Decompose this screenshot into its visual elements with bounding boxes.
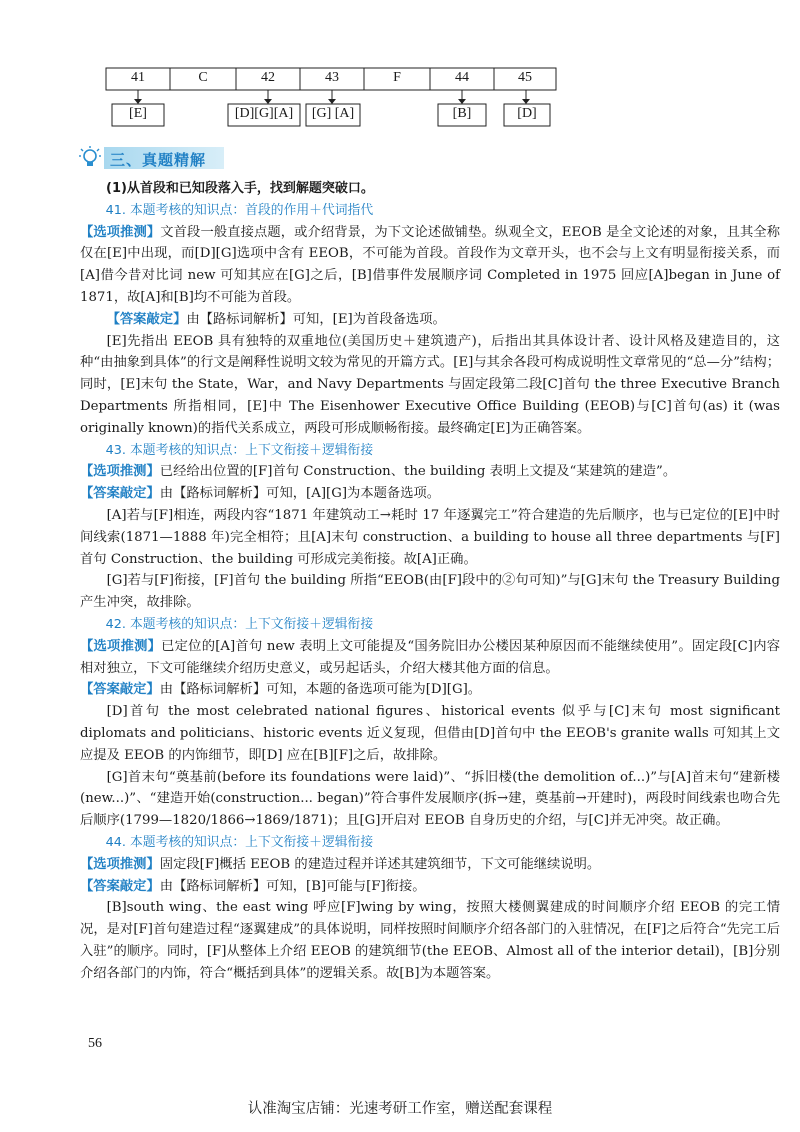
footer-watermark: 认准淘宝店铺：光速考研工作室，赠送配套课程 xyxy=(247,1101,553,1117)
section-title: 三、真题精解 xyxy=(110,151,207,169)
answer-42: [D][G][A] xyxy=(234,106,294,121)
cell-44: 44 xyxy=(455,70,469,85)
tag-label: 【答案敲定】 xyxy=(80,878,160,894)
paragraph-text: 由【路标词解析】可知，[A][G]为本题备选项。 xyxy=(159,486,441,502)
answer-45: [D] xyxy=(517,106,537,121)
paragraph-text: 已经给出位置的[F]首句 Construction、the building 表明上文提及“某建筑的建造”。 xyxy=(159,464,677,480)
arrowhead-44 xyxy=(458,99,466,104)
paragraph-text: 由【路标词解析】可知，[B]可能与[F]衔接。 xyxy=(159,878,426,894)
tag-label: 【答案敲定】 xyxy=(80,682,160,698)
q43-answer xyxy=(80,483,780,505)
q41-analysis: [E]先指出 EEOB 具有独特的双重地位(美国历史＋建筑遗产)，后指出其具体设计者、设计风格及建造目的，这种“由抽象到具体”的行文是阐释性说明文较为常见的开篇方式。[E]与其余各段可构成说明性文章常见的“总—分”结构；同时，[E]末句 the State，War，and Navy Departments 与固定段第二段[C]首句 the three Executive Branch Departments 所指相同，[E]中 The Eisenhower Executive Office Building (EEOB)与[C]首句(as) it (was originally known)的指代关系成立，两段可形成顺畅衔接。最终确定[E]为正确答案。 xyxy=(80,333,780,436)
q44-heading: 44. 本题考核的知识点：上下文衔接＋逻辑衔接 xyxy=(105,834,374,850)
paragraph-order-diagram xyxy=(0,0,800,140)
paragraph-text: 由【路标词解析】可知，本题的备选项可能为[D][G]。 xyxy=(159,682,482,698)
q43-heading: 43. 本题考核的知识点：上下文衔接＋逻辑衔接 xyxy=(105,442,374,458)
cell-41: 41 xyxy=(131,70,145,85)
tag-label: 【答案敲定】 xyxy=(80,486,160,502)
arrowhead-45 xyxy=(522,99,530,104)
paragraph-text: 固定段[F]概括 EEOB 的建造过程并详述其建筑细节，下文可能继续说明。 xyxy=(159,856,601,872)
answer-41: [E] xyxy=(129,106,147,121)
cell-43: 43 xyxy=(325,70,339,85)
q44-analysis: [B]south wing、the east wing 呼应[F]wing by wing，按照大楼侧翼建成的时间顺序介绍 EEOB 的完工情况，是对[F]首句建造过程“逐翼建成”的具体说明，同样按照时间顺序介绍各部门的入驻情况，在[F]之后符合“先完工后入驻”的顺序。同时，[F]从整体上介绍 EEOB 的建筑细节(the EEOB、Almost all of the interior detail)，[B]分别介绍各部门的内饰，符合“概括到具体”的逻辑关系。故[B]为本题答案。 xyxy=(80,900,780,981)
cell-c: C xyxy=(198,70,208,85)
cell-42: 42 xyxy=(261,70,275,85)
arrowhead-43 xyxy=(328,99,336,104)
q41-option-guess xyxy=(80,222,780,309)
page-number: 56 xyxy=(88,1036,102,1051)
q42-analysis-d: [D]首句 the most celebrated national figures、historical events 似乎与[C]末句 most significant diplomats and politicians、historic events 近义复现，但借由[D]首句中 the EEOB's granite walls 可知其上文应提及 EEOB 的内饰细节，即[D] 应在[B][F]之后，故排除。 xyxy=(80,704,780,763)
q41-heading: 41. 本题考核的知识点：首段的作用＋代词指代 xyxy=(105,202,374,218)
tag-label: 【选项推测】 xyxy=(80,856,160,872)
step-heading: (1)从首段和已知段落入手，找到解题突破口。 xyxy=(106,181,374,196)
paragraph-text: 由【路标词解析】可知，[E]为首段备选项。 xyxy=(186,311,446,327)
cell-45: 45 xyxy=(518,70,532,85)
q42-option-guess xyxy=(80,636,780,680)
q44-answer xyxy=(80,876,780,898)
tag-label: 【选项推测】 xyxy=(80,638,162,654)
q42-analysis-g: [G]首末句“奠基前(before its foundations were laid)”、“拆旧楼(the demolition of...)”与[A]首末句“建新楼(new...)”、“建造开始(construction... began)”符合事件发展顺序(拆→建，奠基前→开建时)，两段时间线索也吻合先后顺序(1799—1820/1866→1869/1871)；且[G]开启对 EEOB 自身历史的介绍，与[C]并无冲突。故正确。 xyxy=(80,769,780,829)
q43-option-guess xyxy=(80,461,780,483)
tag-label: 【选项推测】 xyxy=(80,224,161,240)
lightbulb-icon xyxy=(78,145,102,171)
q41-answer xyxy=(80,309,780,331)
explanation-content xyxy=(80,178,780,984)
arrowhead-42 xyxy=(264,99,272,104)
section-header xyxy=(78,145,228,171)
q42-heading: 42. 本题考核的知识点：上下文衔接＋逻辑衔接 xyxy=(105,616,374,632)
q44-option-guess xyxy=(80,854,780,876)
answer-43: [G] [A] xyxy=(311,106,355,121)
tag-label: 【选项推测】 xyxy=(80,464,160,480)
q43-analysis-a: [A]若与[F]相连，两段内容“1871 年建筑动工→耗时 17 年逐翼完工”符合建造的先后顺序，也与已定位的[E]中时间线索(1871—1888 年)完全相符；且[A]末句 construction、a building to house all three departments 与[F]首句 Construction、the building 可形成完美衔接。故[A]正确。 xyxy=(80,507,780,567)
paragraph-text: 已定位的[A]首句 new 表明上文可能提及“国务院旧办公楼因某种原因而不能继续使用”。固定段[C]内容相对独立，下文可能继续介绍历史意义，或另起话头，介绍大楼其他方面的信息。 xyxy=(80,638,781,676)
q42-answer xyxy=(80,679,780,701)
tag-label: 【答案敲定】 xyxy=(106,311,187,327)
cell-f: F xyxy=(393,70,401,85)
paragraph-text: 文首段一般直接点题，或介绍背景，为下文论述做铺垫。纵观全文，EEOB 是全文论述的对象，且其全称仅在[E]中出现，而[D][G]选项中含有 EEOB，不可能为首段。首段作为文章开头，也不会与上文有明显衔接关系，而[A]借今昔对比词 new 可知其应在[G]之后，[B]借事件发展顺序词 Completed in 1975 回应[A]began in June of 1871，故[A]和[B]均不可能为首段。 xyxy=(80,224,781,305)
answer-44: [B] xyxy=(452,106,472,121)
arrowhead-41 xyxy=(134,99,142,104)
q43-analysis-g: [G]若与[F]衔接，[F]首句 the building 所指“EEOB(由[F]段中的②句可知)”与[G]末句 the Treasury Building 产生冲突，故排除。 xyxy=(80,573,780,611)
